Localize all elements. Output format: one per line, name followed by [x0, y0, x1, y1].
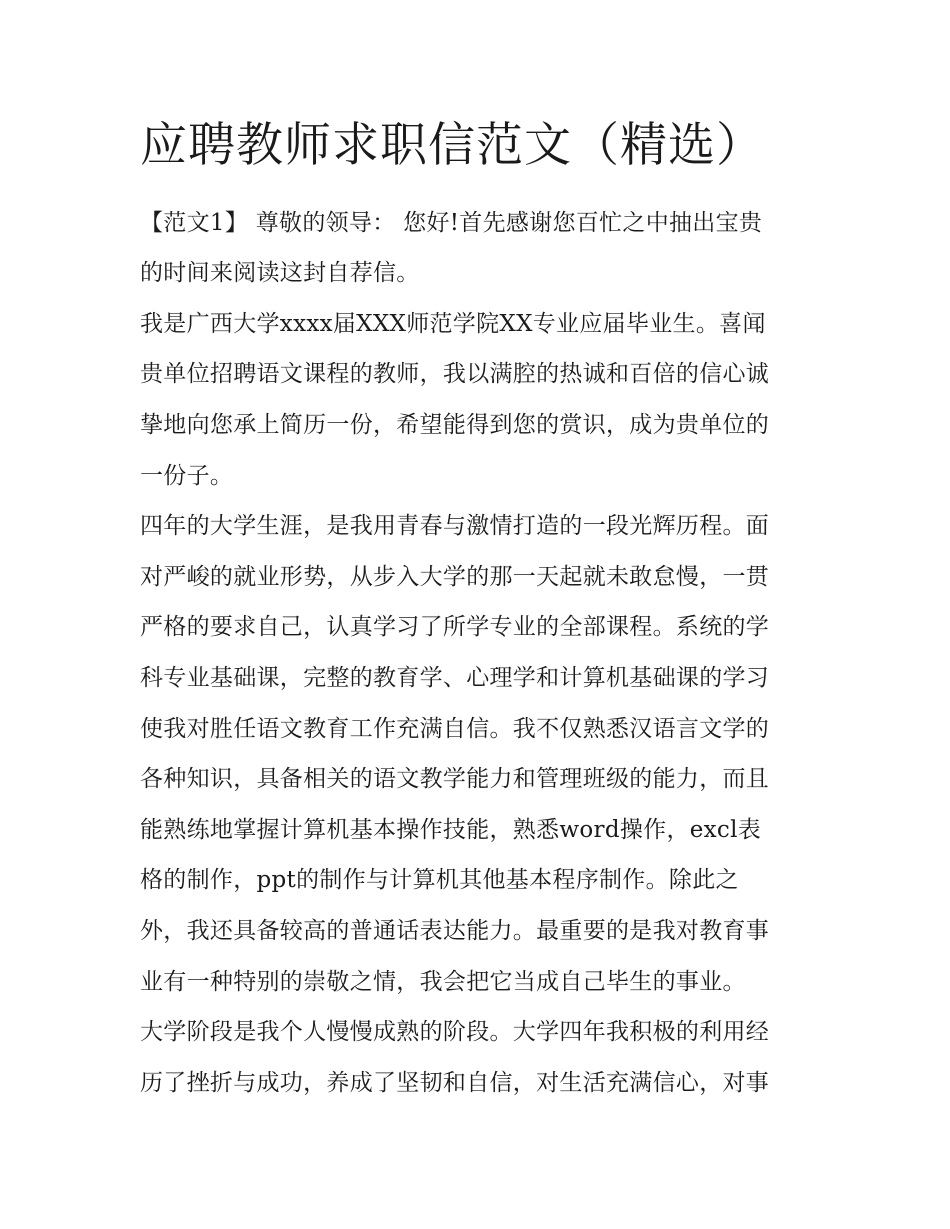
text-line: 四年的大学生涯，是我用青春与激情打造的一段光辉历程。面 — [140, 513, 770, 539]
page-title: 应聘教师求职信范文（精选） — [140, 118, 764, 173]
text-line: 业有一种特别的崇敬之情，我会把它当成自己毕生的事业。 — [140, 969, 746, 995]
text-line: 能熟练地掌握计算机基本操作技能，熟悉word操作，excl表 — [140, 817, 762, 843]
text-line: 挚地向您承上简历一份，希望能得到您的赏识，成为贵单位的 — [140, 412, 770, 438]
text-line: 格的制作，ppt的制作与计算机其他基本程序制作。除此之 — [140, 867, 739, 893]
text-line: 科专业基础课，完整的教育学、心理学和计算机基础课的学习 — [140, 665, 770, 691]
text-line: 外，我还具备较高的普通话表达能力。最重要的是我对教育事 — [140, 918, 770, 944]
text-line: 的时间来阅读这封自荐信。 — [140, 260, 420, 286]
text-line: 贵单位招聘语文课程的教师，我以满腔的热诚和百倍的信心诚 — [140, 361, 770, 387]
text-line: 对严峻的就业形势，从步入大学的那一天起就未敢怠慢，一贯 — [140, 564, 770, 590]
text-line: 一份子。 — [140, 463, 234, 489]
text-line: 我是广西大学xxxx届XXX师范学院XX专业应届毕业生。喜闻 — [140, 311, 766, 337]
text-line: 使我对胜任语文教育工作充满自信。我不仅熟悉汉语言文学的 — [140, 716, 770, 742]
text-line: 大学阶段是我个人慢慢成熟的阶段。大学四年我积极的利用经 — [140, 1019, 770, 1045]
text-line: 各种知识，具备相关的语文教学能力和管理班级的能力，而且 — [140, 766, 770, 792]
text-line: 严格的要求自己，认真学习了所学专业的全部课程。系统的学 — [140, 614, 770, 640]
text-line: 【范文1】 尊敬的领导： 您好!首先感谢您百忙之中抽出宝贵 — [140, 210, 763, 236]
text-line: 历了挫折与成功，养成了坚韧和自信，对生活充满信心，对事 — [140, 1070, 770, 1096]
